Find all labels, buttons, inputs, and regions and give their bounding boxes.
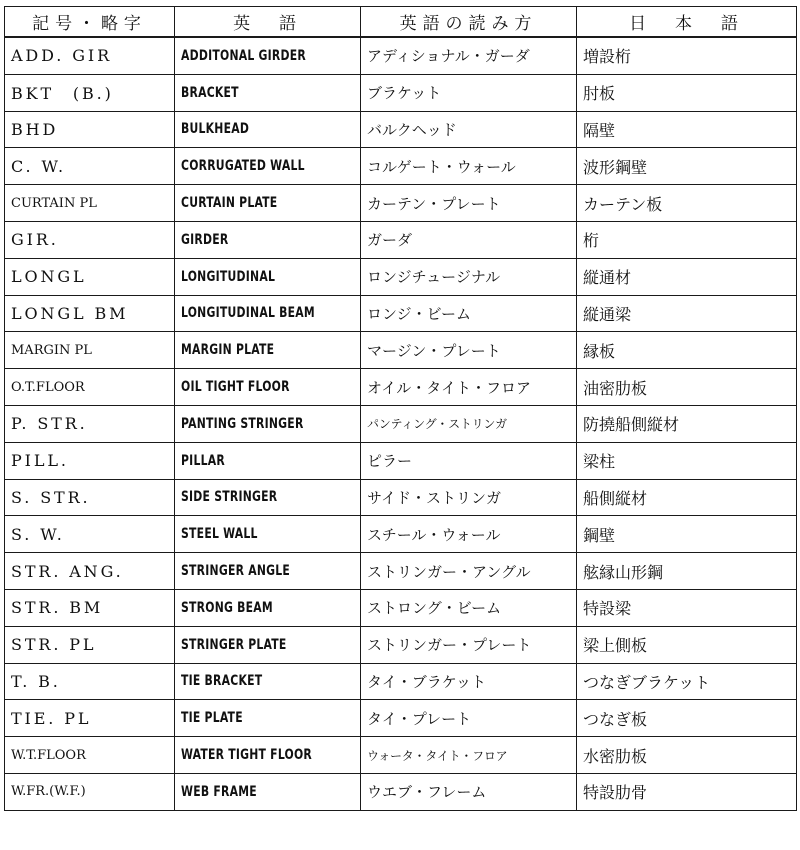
cell-japanese: 油密肋板 xyxy=(577,369,797,406)
cell-japanese: 鋼壁 xyxy=(577,516,797,553)
cell-english: SIDE STRINGER xyxy=(175,479,361,516)
cell-abbr: S. W. xyxy=(5,516,175,553)
cell-abbr: BKT (B.) xyxy=(5,74,175,111)
cell-japanese: 梁柱 xyxy=(577,442,797,479)
cell-reading: ガーダ xyxy=(361,221,577,258)
cell-abbr: BHD xyxy=(5,111,175,148)
table-row xyxy=(5,405,797,442)
cell-reading: タイ・ブラケット xyxy=(361,663,577,700)
table-row xyxy=(5,589,797,626)
cell-abbr: C. W. xyxy=(5,148,175,185)
table-row xyxy=(5,516,797,553)
table-row xyxy=(5,369,797,406)
cell-english: CURTAIN PLATE xyxy=(175,185,361,222)
cell-japanese: 縦通材 xyxy=(577,258,797,295)
cell-reading: ロンジチュージナル xyxy=(361,258,577,295)
cell-english: GIRDER xyxy=(175,221,361,258)
cell-japanese: 梁上側板 xyxy=(577,626,797,663)
cell-english: STEEL WALL xyxy=(175,516,361,553)
header-row xyxy=(5,7,797,38)
cell-reading: アディショナル・ガーダ xyxy=(361,37,577,74)
table-row xyxy=(5,37,797,74)
cell-reading: ブラケット xyxy=(361,74,577,111)
cell-english: PILLAR xyxy=(175,442,361,479)
header-abbr: 記号・略字 xyxy=(5,7,175,38)
cell-english: BRACKET xyxy=(175,74,361,111)
table-row xyxy=(5,185,797,222)
cell-english: STRONG BEAM xyxy=(175,589,361,626)
cell-japanese: 縦通梁 xyxy=(577,295,797,332)
cell-english: PANTING STRINGER xyxy=(175,405,361,442)
table-row xyxy=(5,442,797,479)
cell-abbr: GIR. xyxy=(5,221,175,258)
table-row xyxy=(5,479,797,516)
cell-japanese: 肘板 xyxy=(577,74,797,111)
cell-abbr: W.T.FLOOR xyxy=(5,737,175,774)
table-row xyxy=(5,221,797,258)
cell-abbr: STR. ANG. xyxy=(5,553,175,590)
cell-abbr: PILL. xyxy=(5,442,175,479)
cell-japanese: 縁板 xyxy=(577,332,797,369)
cell-english: OIL TIGHT FLOOR xyxy=(175,369,361,406)
cell-reading: ストリンガー・プレート xyxy=(361,626,577,663)
cell-english: LONGITUDINAL BEAM xyxy=(175,295,361,332)
cell-english: BULKHEAD xyxy=(175,111,361,148)
cell-japanese: 隔壁 xyxy=(577,111,797,148)
cell-abbr: STR. BM xyxy=(5,589,175,626)
table-row xyxy=(5,148,797,185)
cell-reading: ロンジ・ビーム xyxy=(361,295,577,332)
table-row xyxy=(5,626,797,663)
cell-english: STRINGER ANGLE xyxy=(175,553,361,590)
cell-english: ADDITONAL GIRDER xyxy=(175,37,361,74)
cell-abbr: TIE. PL xyxy=(5,700,175,737)
cell-english: STRINGER PLATE xyxy=(175,626,361,663)
cell-japanese: 船側縦材 xyxy=(577,479,797,516)
cell-abbr: T. B. xyxy=(5,663,175,700)
cell-abbr: P. STR. xyxy=(5,405,175,442)
cell-abbr: CURTAIN PL xyxy=(5,185,175,222)
cell-abbr: STR. PL xyxy=(5,626,175,663)
cell-reading: サイド・ストリンガ xyxy=(361,479,577,516)
cell-reading: カーテン・プレート xyxy=(361,185,577,222)
cell-abbr: LONGL BM xyxy=(5,295,175,332)
cell-english: MARGIN PLATE xyxy=(175,332,361,369)
cell-english: WEB FRAME xyxy=(175,773,361,810)
cell-reading: ストリンガー・アングル xyxy=(361,553,577,590)
cell-reading: スチール・ウォール xyxy=(361,516,577,553)
table-row xyxy=(5,773,797,810)
cell-reading: ストロング・ビーム xyxy=(361,589,577,626)
cell-japanese: つなぎブラケット xyxy=(577,663,797,700)
header-reading: 英語の読み方 xyxy=(361,7,577,38)
cell-reading: パンティング・ストリンガ xyxy=(361,405,577,442)
cell-english: WATER TIGHT FLOOR xyxy=(175,737,361,774)
table-row xyxy=(5,295,797,332)
header-english: 英 語 xyxy=(175,7,361,38)
cell-abbr: MARGIN PL xyxy=(5,332,175,369)
cell-reading: ウエブ・フレーム xyxy=(361,773,577,810)
cell-abbr: W.FR.(W.F.) xyxy=(5,773,175,810)
cell-english: TIE BRACKET xyxy=(175,663,361,700)
header-japanese: 日 本 語 xyxy=(577,7,797,38)
cell-reading: タイ・プレート xyxy=(361,700,577,737)
table-row xyxy=(5,700,797,737)
cell-japanese: 防撓船側縦材 xyxy=(577,405,797,442)
table-row xyxy=(5,737,797,774)
cell-japanese: 舷縁山形鋼 xyxy=(577,553,797,590)
cell-japanese: 波形鋼壁 xyxy=(577,148,797,185)
cell-reading: バルクヘッド xyxy=(361,111,577,148)
table-row xyxy=(5,111,797,148)
cell-reading: オイル・タイト・フロア xyxy=(361,369,577,406)
cell-japanese: 増設桁 xyxy=(577,37,797,74)
cell-reading: ウォータ・タイト・フロア xyxy=(361,737,577,774)
table-row xyxy=(5,553,797,590)
cell-reading: ピラー xyxy=(361,442,577,479)
cell-japanese: 特設肋骨 xyxy=(577,773,797,810)
table-row xyxy=(5,74,797,111)
table-row xyxy=(5,663,797,700)
cell-japanese: 特設梁 xyxy=(577,589,797,626)
cell-english: TIE PLATE xyxy=(175,700,361,737)
abbreviation-table xyxy=(4,6,797,811)
table-row xyxy=(5,332,797,369)
cell-abbr: S. STR. xyxy=(5,479,175,516)
cell-abbr: ADD. GIR xyxy=(5,37,175,74)
cell-japanese: つなぎ板 xyxy=(577,700,797,737)
table-row xyxy=(5,258,797,295)
cell-english: CORRUGATED WALL xyxy=(175,148,361,185)
cell-japanese: 桁 xyxy=(577,221,797,258)
cell-reading: コルゲート・ウォール xyxy=(361,148,577,185)
cell-reading: マージン・プレート xyxy=(361,332,577,369)
cell-japanese: カーテン板 xyxy=(577,185,797,222)
cell-english: LONGITUDINAL xyxy=(175,258,361,295)
cell-abbr: LONGL xyxy=(5,258,175,295)
cell-japanese: 水密肋板 xyxy=(577,737,797,774)
cell-abbr: O.T.FLOOR xyxy=(5,369,175,406)
